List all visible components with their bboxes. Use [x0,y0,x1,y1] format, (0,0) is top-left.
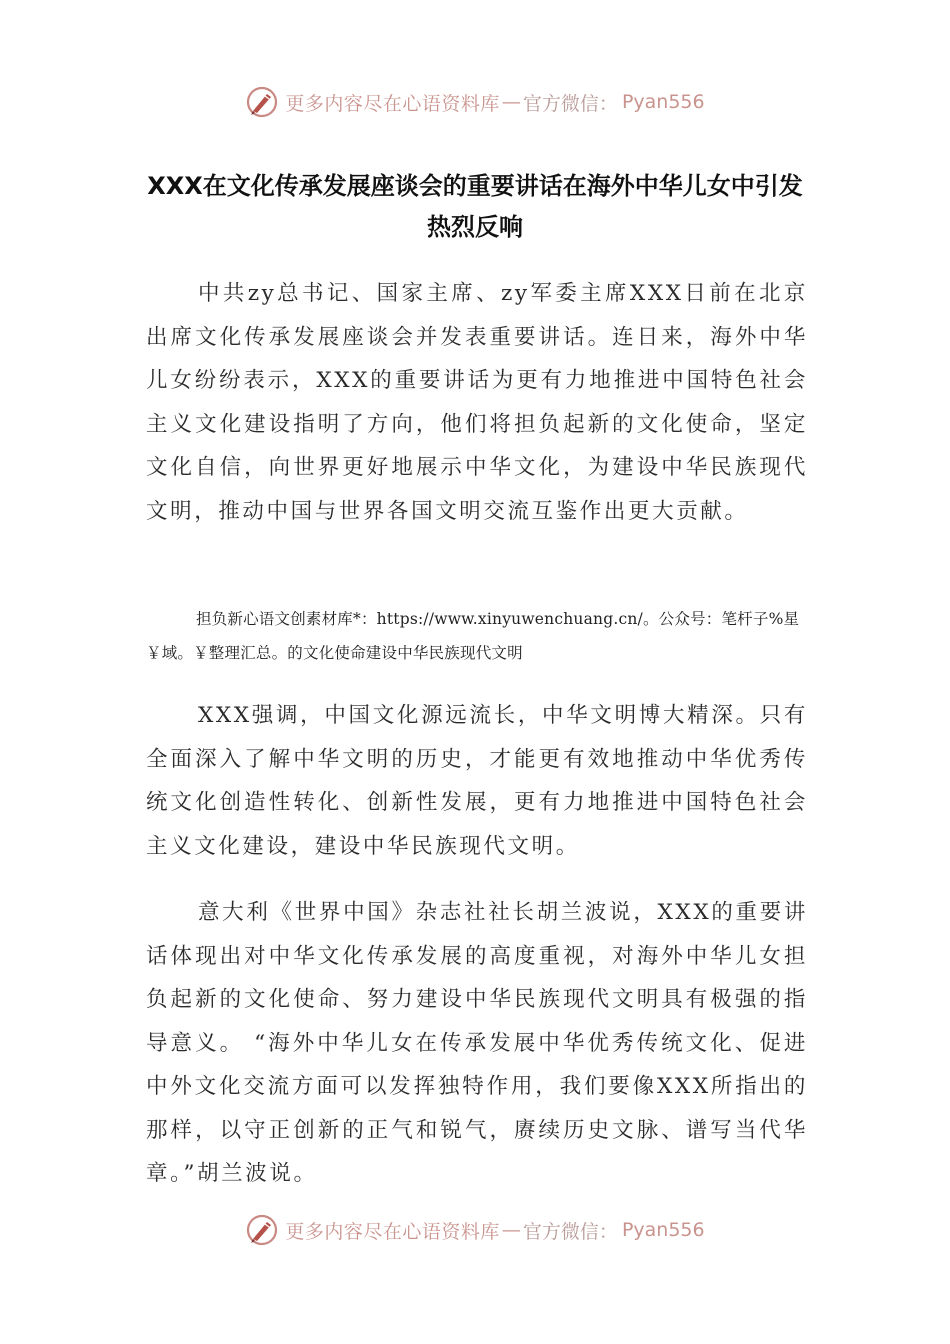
banner-text: 更多内容尽在心语资料库 [285,92,500,115]
paragraph-emphasis: XXX强调，中国文化源远流长，中华文明博大精深。只有全面深入了解中华文明的历史，才能更有效地推动中华优秀传统文化创造性转化、创新性发展，更有力地推进中国特色社会主义文化建设，建设中华民族现代文明。 [146,703,808,859]
banner-wechat-label: 官方微信： [522,92,618,115]
banner-text: 更多内容尽在心语资料库 [285,1220,500,1243]
banner-wechat-label: 官方微信： [522,1220,618,1243]
footer-banner [0,1210,950,1250]
pen-logo-icon [245,1213,279,1247]
banner-wechat-id: Pyan556 [621,1219,705,1241]
header-banner [0,82,950,122]
source-note: 担负新心语文创素材库*：https://www.xinyuwenchuang.cn/。公众号：笔杆子%星￥域。￥整理汇总。的文化使命建设中华民族现代文明 [146,610,800,662]
pen-logo-icon [245,85,279,119]
paragraph-quote: 意大利《世界中国》杂志社社长胡兰波说，XXX的重要讲话体现出对中华文化传承发展的高度重视，对海外中华儿女担负起新的文化使命、努力建设中华民族现代文明具有极强的指导意义。 “海外中华儿女在传承发展中华优秀传统文化、促进中外文化交流方面可以发挥独特作用，我们要像XXX所指出的那样，以守正创新的正气和锐气，赓续历史文脉、谱写当代华章。”胡兰波说。 [146,900,808,1186]
paragraph-intro: 中共zy总书记、国家主席、zy军委主席XXX日前在北京出席文化传承发展座谈会并发表重要讲话。连日来，海外中华儿女纷纷表示，XXX的重要讲话为更有力地推进中国特色社会主义文化建设指明了方向，他们将担负起新的文化使命，坚定文化自信，向世界更好地展示中华文化，为建设中华民族现代文明，推动中国与世界各国文明交流互鉴作出更大贡献。 [146,281,808,524]
banner-separator: — [501,91,521,113]
banner-separator: — [501,1219,521,1241]
document-title: XXX在文化传承发展座谈会的重要讲话在海外中华儿女中引发热烈反响 [147,172,803,241]
banner-wechat-id: Pyan556 [621,91,705,113]
